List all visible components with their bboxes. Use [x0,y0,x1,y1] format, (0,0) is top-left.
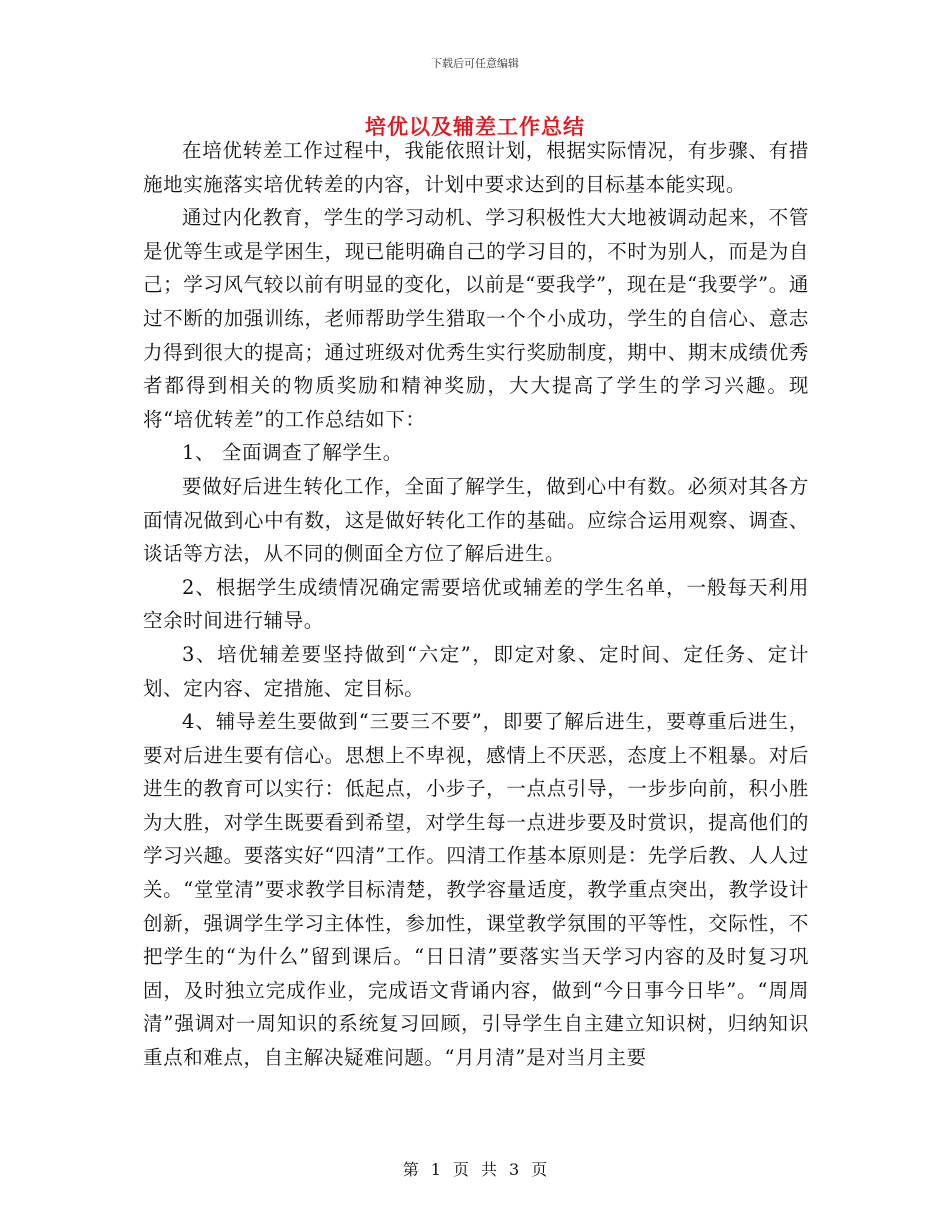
paragraph-1: 在培优转差工作过程中，我能依照计划，根据实际情况，有步骤、有措施地实施落实培优转差的内容，计划中要求达到的目标基本能实现。 [143,139,809,196]
document-title: 培优以及辅差工作总结 [365,114,585,139]
document-body [143,134,809,1075]
footer-suffix: 页 [531,1160,548,1179]
footer-prefix: 第 [402,1160,419,1179]
footer-page-word: 页 [452,1160,469,1179]
paragraph-2: 通过内化教育，学生的学习动机、学习积极性大大地被调动起来，不管是优等生或是学困生，现已能明确自己的学习目的，不时为别人，而是为自己；学习风气较以前有明显的变化，以前是“要我学”，现在是“我要学”。通过不断的加强训练，老师帮助学生猎取一个个小成功，学生的自信心、意志力得到很大的提高；通过班级对优秀生实行奖励制度，期中、期末成绩优秀者都得到相关的物质奖励和精神奖励，大大提高了学生的学习兴趣。现将“培优转差”的工作总结如下： [143,206,809,431]
paragraph-7: 4、辅导差生要做到“三要三不要”，即要了解后进生，要尊重后进生，要对后进生要有信心。思想上不卑视，感情上不厌恶，态度上不粗暴。对后进生的教育可以实行：低起点，小步子，一点点引导，一步步向前，积小胜为大胜，对学生既要看到希望，对学生每一点进步要及时赏识，提高他们的学习兴趣。要落实好“四清”工作。四清工作基本原则是：先学后教、人人过关。“堂堂清”要求教学目标清楚，教学容量适度，教学重点突出，教学设计创新，强调学生学习主体性，参加性，课堂教学氛围的平等性，交际性，不把学生的“为什么”留到课后。“日日清”要落实当天学习内容的及时复习巩固，及时独立完成作业，完成语文背诵内容，做到“今日事今日毕”。“周周清”强调对一周知识的系统复习回顾，引导学生自主建立知识树，归纳知识重点和难点，自主解决疑难问题。“月月清”是对当月主要 [143,710,809,1070]
footer-page-number: 1 [430,1160,441,1179]
header-note: 下载后可任意编辑 [431,57,519,70]
footer-total-word: 共 [481,1160,498,1179]
paragraph-4: 要做好后进生转化工作，全面了解学生，做到心中有数。必须对其各方面情况做到心中有数，这是做好转化工作的基础。应综合运用观察、调查、谈话等方法，从不同的侧面全方位了解后进生。 [143,474,809,566]
paragraph-5: 2、根据学生成绩情况确定需要培优或辅差的学生名单，一般每天利用空余时间进行辅导。 [143,575,809,633]
page-footer [0,1157,950,1180]
footer-total-pages: 3 [509,1160,520,1179]
paragraph-6: 3、培优辅差要坚持做到“六定”，即定对象、定时间、定任务、定计划、定内容、定措施、定目标。 [143,642,809,700]
paragraph-3: 1、 全面调查了解学生。 [182,441,403,465]
